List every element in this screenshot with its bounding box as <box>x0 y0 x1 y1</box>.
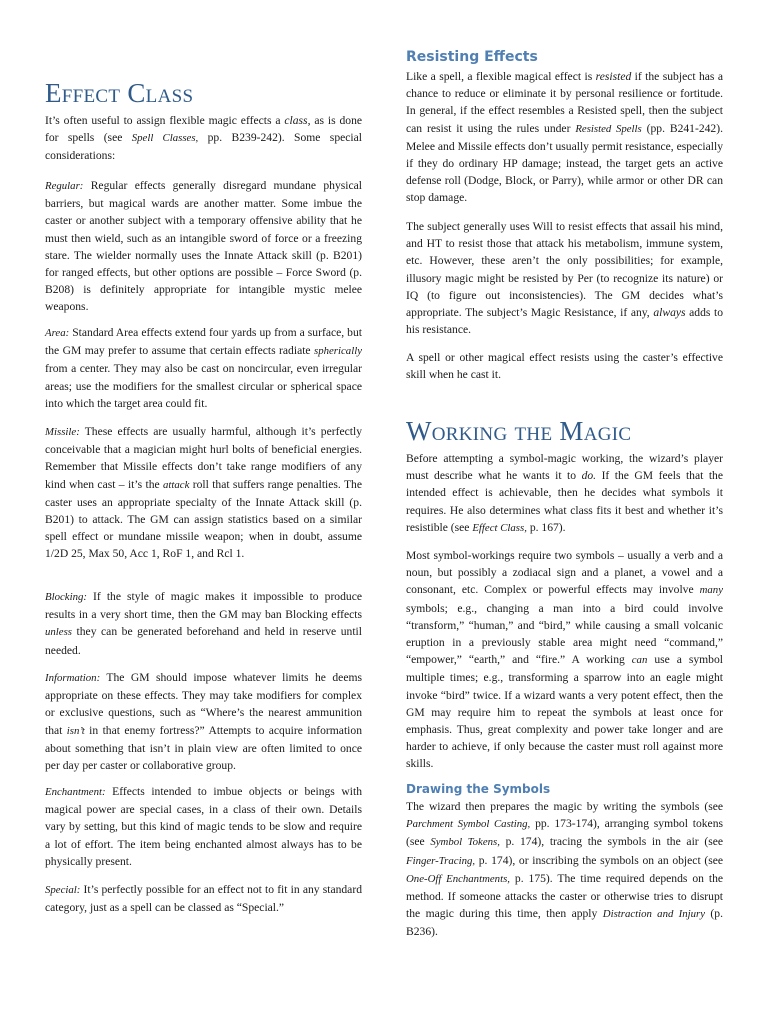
information-paragraph <box>45 669 362 774</box>
text-italic: Resisted Spells <box>575 122 642 135</box>
text-italic: do. <box>581 469 597 483</box>
text: p. 174), tracing the symbols in the air (see <box>499 835 724 849</box>
text: Regular effects generally disregard mundane physical barriers, but magical wards are another matter. Some imbue the caster or another subject with a temporary offensive ability that he must then wield, such as an intangible sword of force or a freezing stare. The wielder normally uses the Innate Attack skill (p. B201) for ranged effects, but other options are possible – Force Sword (p. B208) is definitely appropriate for intangible mystic melee weapons. <box>45 179 362 314</box>
text: pp. 173-174), arranging symbol tokens (see <box>406 817 724 849</box>
text-italic: Finger-Tracing, <box>406 854 476 867</box>
blocking-label: Blocking: <box>45 591 87 603</box>
text: Most symbol-workings require two symbols – usually a verb and a noun, but possibly a zodiacal sign and a planet, a vowel and a consonant, etc. Complex or powerful effects may involve <box>406 549 723 597</box>
effect-class-intro <box>45 112 362 165</box>
text-italic: class, <box>284 114 311 127</box>
area-label: Area: <box>45 327 70 339</box>
text-italic: many <box>699 584 723 597</box>
text-italic: unless <box>45 626 72 639</box>
text: if the subject has a chance to reduce or eliminate it by personal resilience or fortitude. In general, if the effect resembles a Resisted spell, then the subject can resist it using the rules under <box>406 70 723 135</box>
text: in that enemy fortress?” Attempts to acquire information about something that isn’t in plain view are often limited to once per day per caster or collaborative group. <box>45 723 362 773</box>
working-the-magic-heading: Working the Magic <box>406 416 632 446</box>
enchantment-paragraph <box>45 783 362 870</box>
text-italic: always <box>653 306 686 320</box>
regular-paragraph <box>45 177 362 316</box>
special-label: Special: <box>45 884 81 896</box>
text: p. 175). The time required depends on the method. If someone attacks the caster or otherwise tries to disrupt the magic during this time, then apply <box>406 871 724 921</box>
text-italic: One-Off Enchantments, <box>406 872 510 885</box>
text-italic: Parchment Symbol Casting, <box>406 818 531 831</box>
text: from a center. They may also be cast on noncircular, even irregular areas; use the modifiers for the smallest circular or spherical space into which the target area could fit. <box>45 362 362 410</box>
text: adds to his resistance. <box>406 306 723 337</box>
text: as is done for spells (see <box>45 114 363 145</box>
working-paragraph-2 <box>406 547 723 773</box>
resisting-effects-heading: Resisting Effects <box>406 49 538 65</box>
regular-label: Regular: <box>45 180 84 192</box>
text: The GM should impose whatever limits he deems appropriate on these effects. They may take modifiers for complex or exclusive questions, such as “Where’s the nearest ammunition that <box>45 671 362 737</box>
text-italic: Effect Class, <box>472 521 527 534</box>
text-italic: attack <box>163 478 190 491</box>
text: p. 174), or inscribing the symbols on an object (see <box>475 853 723 867</box>
text: The wizard then prepares the magic by writing the symbols (see <box>406 800 723 813</box>
text: These effects are usually harmful, although it’s perfectly conceivable that a magician might hurl bolts of beneficial energies. Remember that Missile effects don’t take range modifiers of any kind when cast – it’s the <box>45 425 362 491</box>
text: If the GM feels that the intended effect is achievable, then he decides what symbols it requires. He also determines what class fits it best and whether it’s resistible (see <box>406 469 723 534</box>
text: pp. B239-242). Some special considerations: <box>45 131 362 163</box>
text-italic: Spell Classes, <box>131 132 199 145</box>
text: (p. B236). <box>406 907 723 939</box>
text: (pp. B241-242). Melee and Missile effects don’t usually permit resistance, especially if they do ordinary HP damage; instead, the target gets an active defense roll (Dodge, Block, or Parry), while armor or other DR can stop damage. <box>406 121 723 205</box>
text: roll that suffers range penalties. The caster uses an appropriate specialty of the Innate Attack skill (p. B201) to attack. The GM can assign statistics based on a similar spell effect or mundane missile weapon; when in doubt, assume 1/2D 25, Max 50, Acc 1, RoF 1, and Rcl 1. <box>45 477 362 561</box>
drawing-paragraph <box>406 798 723 941</box>
text: symbols; e.g., changing a man into a bird could involve “transform,” “human,” and “bird,” while causing a small volcanic eruption in a previously stable area might need “command,” “empower,” “earth,” and “fire.” A working <box>406 601 723 667</box>
text: Like a spell, a flexible magical effect is <box>406 70 596 83</box>
area-paragraph <box>45 324 362 412</box>
text-italic: isn’t <box>66 724 85 737</box>
text-italic: Symbol Tokens, <box>430 836 500 849</box>
special-paragraph <box>45 881 362 916</box>
text-italic: spherically <box>314 345 362 358</box>
resisting-paragraph-3: A spell or other magical effect resists using the caster’s effective skill when he cast it. <box>406 351 723 382</box>
text: Before attempting a symbol-magic working, the wizard’s player must describe what he wants it to <box>406 452 723 483</box>
text: Standard Area effects extend four yards up from a surface, but the GM may prefer to assume that certain effects radiate <box>45 326 362 358</box>
text-italic: Distraction and Injury <box>602 908 705 921</box>
missile-paragraph <box>45 423 362 563</box>
text: The subject generally uses Will to resist effects that assail his mind, and HT to resist those that attack his metabolism, immune system, etc. However, these aren’t the only possibilities; for example, illusory magic might be resisted by Per (to recognize its nature) or IQ (to figure out inconsistencies). The GM decides what’s appropriate. The subject’s Magic Resistance, if any, <box>406 220 723 320</box>
information-label: Information: <box>45 672 101 684</box>
text: If the style of magic makes it impossible to produce results in a very short time, then the GM may ban Blocking effects <box>45 590 362 622</box>
working-paragraph-1 <box>406 450 723 537</box>
enchantment-label: Enchantment: <box>45 786 106 798</box>
text-italic: can <box>631 654 648 667</box>
drawing-the-symbols-heading: Drawing the Symbols <box>406 782 551 796</box>
resisting-paragraph-2 <box>406 218 723 338</box>
text-italic: resisted <box>595 70 632 83</box>
text: use a symbol multiple times; e.g., transforming a sparrow into an eagle might invoke “bird” twice. If a wizard wants a very potent effect, then the GM may require him to repeat the symbols at least once for emphasis. Thus, great complexity and power take longer and are harder to achieve, if only because the caster must roll against more skills. <box>406 653 723 771</box>
text: they can be generated beforehand and held in reserve until needed. <box>45 625 362 657</box>
text: It’s perfectly possible for an effect not to fit in any standard category, just as a spell can be classed as “Special.” <box>45 883 362 915</box>
missile-label: Missile: <box>45 426 80 438</box>
text: Effects intended to imbue objects or beings with magical power are special cases, in a class of their own. Details vary by setting, but this kind of magic tends to be slow and require a lot of effort. The item being enchanted almost always has to be physically present. <box>45 785 362 868</box>
text: p. 167). <box>526 520 566 534</box>
effect-class-heading: Effect Class <box>45 78 194 108</box>
blocking-paragraph <box>45 588 362 659</box>
text: It’s often useful to assign flexible magic effects a <box>45 114 285 127</box>
resisting-paragraph-1 <box>406 68 723 207</box>
